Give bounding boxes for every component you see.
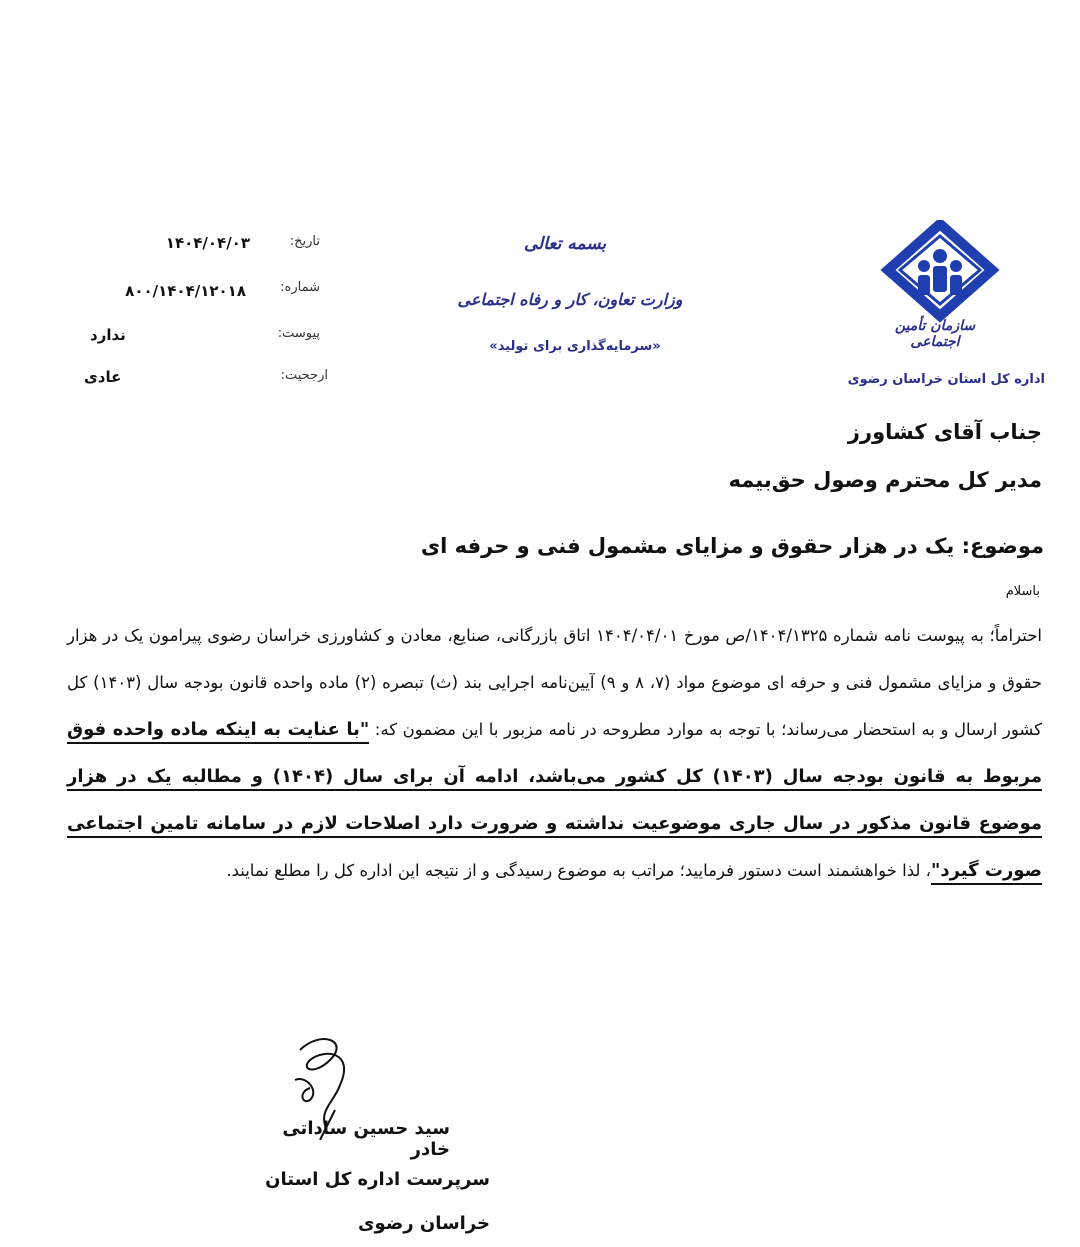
body-text-intro: احتراماً؛ به پیوست نامه شماره ۱۴۰۴/۱۳۲۵/ص مورخ ۱۴۰۴/۰۴/۰۱ اتاق بازرگانی، صنایع، معادن و کشاورزی خراسان رضوی پیرامون یک در هزار حقوق و مزایای مشمول فنی و حرفه ای موضوع مواد (۷، ۸ و ۹) آیین‌نامه اجرایی بند (ث) تبصره (۲) ماده واحده قانون بودجه سال (۱۴۰۳) کل کشور ارسال و به استحضار می‌رساند؛ با توجه به موارد مطروحه در نامه مزبور با این مضمون که: bbox=[67, 626, 1043, 739]
bismillah: بسمه تعالی bbox=[523, 234, 607, 254]
priority-label: ارجحیت: bbox=[280, 368, 328, 383]
slogan: «سرمایه‌گذاری برای تولید» bbox=[489, 339, 661, 354]
ministry-name: وزارت تعاون، کار و رفاه اجتماعی bbox=[457, 290, 683, 309]
organization-name: سازمان تأمین اجتماعی bbox=[894, 318, 976, 350]
attachment-label: پیوست: bbox=[277, 326, 320, 341]
office-name: اداره کل استان خراسان رضوی bbox=[847, 372, 1045, 387]
addressee-name: جناب آقای کشاورز bbox=[847, 420, 1042, 444]
number-value: ۸۰۰/۱۴۰۴/۱۲۰۱۸ bbox=[125, 282, 246, 300]
greeting: باسلام bbox=[1005, 584, 1040, 599]
letter-body bbox=[67, 612, 1042, 894]
number-label: شماره: bbox=[280, 280, 320, 295]
body-text-closing: ، لذا خواهشمند است دستور فرمایید؛ مراتب به موضوع رسیدگی و از نتیجه این اداره کل را مطلع نمایند. bbox=[226, 861, 931, 880]
attachment-value: ندارد bbox=[90, 326, 126, 344]
date-value: ۱۴۰۴/۰۴/۰۳ bbox=[165, 234, 250, 252]
signatory-title: سرپرست اداره کل استان خراسان رضوی bbox=[265, 1169, 490, 1234]
body-text-quote: "با عنایت به اینکه ماده واحده فوق مربوط به قانون بودجه سال (۱۴۰۳) کل کشور می‌باشد، ادامه آن برای سال (۱۴۰۴) و مطالبه یک در هزار موضوع قانون مذکور در سال جاری موضوعیت نداشته و ضرورت دارد اصلاحات لازم در سامانه تامین اجتماعی صورت گیرد" bbox=[67, 719, 1042, 885]
signatory-name: سید حسین ساداتی خادر bbox=[282, 1118, 450, 1160]
date-label: تاریخ: bbox=[289, 234, 320, 249]
addressee-title: مدیر کل محترم وصول حق‌بیمه bbox=[728, 468, 1042, 492]
letter-subject: موضوع: یک در هزار حقوق و مزایای مشمول فنی و حرفه ای bbox=[420, 534, 1044, 558]
logo-icon bbox=[880, 220, 1000, 330]
priority-value: عادی bbox=[84, 368, 122, 386]
